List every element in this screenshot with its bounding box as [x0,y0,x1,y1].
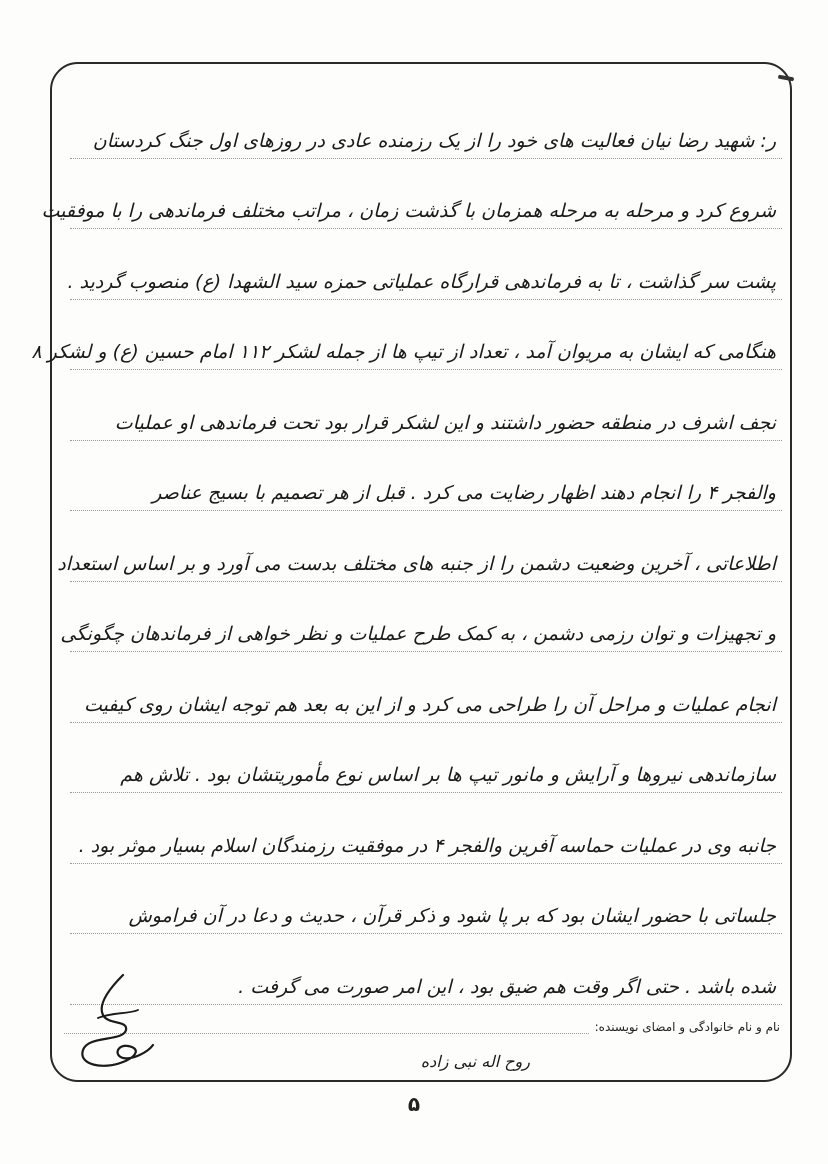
text-line [70,441,782,512]
text-line-content: شده باشد . حتی اگر وقت هم ضیق بود ، این امر صورت می گرفت . [238,975,776,998]
text-line [70,934,782,1005]
page-number: ۵ [407,1092,421,1116]
author-signature-block [60,1000,780,1080]
author-label: نام و نام خانوادگی و امضای نویسنده: [594,1020,780,1034]
text-line-content: والفجر ۴ را انجام دهند اظهار رضایت می کرد . قبل از هر تصمیم با بسیج عناصر [152,482,776,504]
author-name: روح اله نبی زاده [420,1052,530,1071]
text-line-content: سازماندهی نیروها و آرایش و مانور تیپ ها بر اساس نوع مأموریتشان بود . تلاش هم [120,764,776,786]
handwritten-text-body [31,88,782,1005]
text-line [41,159,782,230]
text-line [67,229,782,300]
text-line [70,652,782,723]
text-line-content: جانبه وی در عملیات حماسه آفرین والفجر ۴ در موفقیت رزمندگان اسلام بسیار موثر بود . [78,834,776,857]
text-line-content: انجام عملیات و مراحل آن را طراحی می کرد و از این به بعد هم توجه ایشان روی کیفیت [83,693,776,716]
text-line-content: پشت سر گذاشت ، تا به فرماندهی قرارگاه عملیاتی حمزه سید الشهدا (ع) منصوب گردید . [67,270,776,293]
text-line-content: نجف اشرف در منطقه حضور داشتند و این لشکر قرار بود تحت فرماندهی او عملیات [114,411,776,434]
text-line [70,88,782,159]
text-line [57,511,782,582]
text-line [70,370,782,441]
text-line [70,864,782,935]
text-line-content: ر: شهید رضا نیان فعالیت های خود را از یک رزمنده عادی در روزهای اول جنگ کردستان [92,129,776,152]
text-line [31,300,782,371]
text-line [70,793,782,864]
text-line [70,723,782,794]
text-line-content: جلساتی با حضور ایشان بود که بر پا شود و ذکر قرآن ، حدیث و دعا در آن فراموش [128,905,776,927]
text-line-content: شروع کرد و مرحله به مرحله همزمان با گذشت زمان ، مراتب مختلف فرماندهی را با موفقیت [41,200,776,222]
handwritten-signature [68,970,158,1080]
text-line [60,582,782,653]
author-label-row [60,1014,780,1034]
text-line-content: اطلاعاتی ، آخرین وضعیت دشمن را از جنبه های مختلف بدست می آورد و بر اساس استعداد [57,552,776,575]
text-line-content: و تجهیزات و توان رزمی دشمن ، به کمک طرح عملیات و نظر خواهی از فرماندهان چگونگی [60,623,776,645]
text-line-content: هنگامی که ایشان به مریوان آمد ، تعداد از تیپ ها از جمله لشکر ۱۱۲ امام حسین (ع) و لشکر ۸ [31,341,776,363]
